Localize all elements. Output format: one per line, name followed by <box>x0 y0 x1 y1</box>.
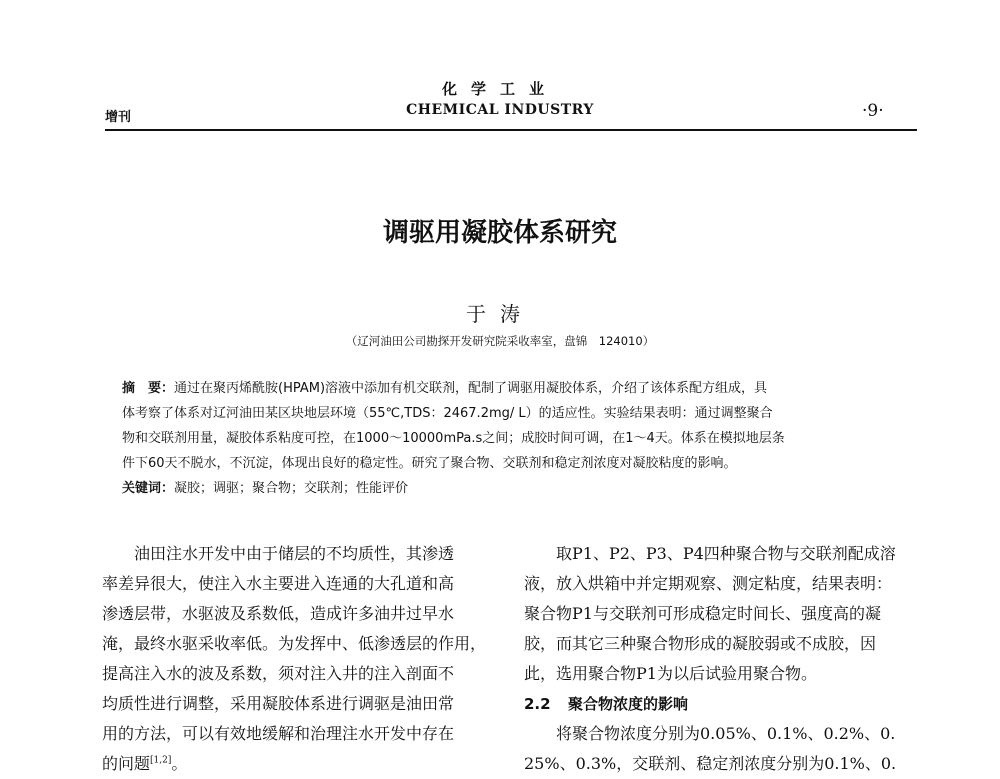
paragraph-line: 将聚合物浓度分别为0.05%、0.1%、0.2%、0. <box>556 724 896 743</box>
paragraph-line: 25%、0.3%，交联剂、稳定剂浓度分别为0.1%、0. <box>524 754 897 773</box>
body-column-left <box>102 539 488 779</box>
paragraph-end: 。 <box>171 754 188 773</box>
citation-link[interactable]: [1,2] <box>150 755 172 766</box>
paragraph-line: 率差异很大，使注入水主要进入连通的大孔道和高 <box>102 574 455 593</box>
journal-name-en: CHEMICAL INDUSTRY <box>406 102 594 118</box>
paragraph-line: 淹，最终水驱采收率低。为发挥中、低渗透层的作用， <box>102 634 487 653</box>
paragraph-line: 均质性进行调整，采用凝胶体系进行调驱是油田常 <box>102 694 455 713</box>
paragraph-line: 液，放入烘箱中并定期观察、测定粘度，结果表明： <box>524 574 893 593</box>
journal-name-cn: 化学工业 <box>441 80 558 98</box>
page-number: ·9· <box>862 101 884 121</box>
abstract-line <box>122 376 882 401</box>
paragraph-line: 聚合物P1与交联剂可形成稳定时间长、强度高的凝 <box>524 604 881 623</box>
paragraph-line: 用的方法，可以有效地缓解和治理注水开发中存在 <box>102 724 455 743</box>
issue-label: 增刊 <box>105 110 132 125</box>
abstract-line: 体考察了体系对辽河油田某区块地层环境（55℃,TDS：2467.2mg/ L）的适应性。实验结果表明：通过调整聚合 <box>122 406 773 421</box>
paragraph-text: 的问题 <box>102 754 151 773</box>
body-column-right <box>524 539 924 779</box>
article-title: 调驱用凝胶体系研究 <box>382 218 617 248</box>
abstract-line: 物和交联剂用量，凝胶体系粘度可控，在1000～10000mPa.s之间；成胶时间可调，在1～4天。体系在模拟地层条 <box>122 431 785 446</box>
abstract-line: 件下60天不脱水，不沉淀，体现出良好的稳定性。研究了聚合物、交联剂和稳定剂浓度对凝胶粘度的影响。 <box>122 456 737 471</box>
paragraph-line: 此，选用聚合物P1为以后试验用聚合物。 <box>524 664 817 683</box>
author-name: 于涛 <box>466 302 534 326</box>
paragraph-line: 渗透层带，水驱波及系数低，造成许多油井过早水 <box>102 604 455 623</box>
keywords-label: 关键词： <box>122 481 175 496</box>
keywords <box>122 476 882 501</box>
paragraph-line: 提高注入水的波及系数，须对注入井的注入剖面不 <box>102 664 455 683</box>
header-rule <box>105 129 917 131</box>
section-number: 2.2 <box>524 695 551 713</box>
section-heading <box>524 689 924 719</box>
paragraph-line: 取P1、P2、P3、P4四种聚合物与交联剂配成溶 <box>556 544 896 563</box>
paragraph-line: 油田注水开发中由于储层的不均质性，其渗透 <box>134 544 455 563</box>
paragraph-line <box>102 749 488 779</box>
section-title: 聚合物浓度的影响 <box>568 695 689 713</box>
paragraph-line: 胶，而其它三种聚合物形成的凝胶弱或不成胶，因 <box>524 634 877 653</box>
abstract <box>122 376 882 501</box>
abstract-label: 摘 要： <box>122 381 175 396</box>
keywords-text: 凝胶；调驱；聚合物；交联剂；性能评价 <box>174 481 409 496</box>
abstract-text: 通过在聚丙烯酰胺(HPAM)溶液中添加有机交联剂，配制了调驱用凝胶体系，介绍了该体系配方组成，具 <box>174 381 768 396</box>
author-affiliation: （辽河油田公司勘探开发研究院采收率室，盘锦 124010） <box>345 334 655 348</box>
